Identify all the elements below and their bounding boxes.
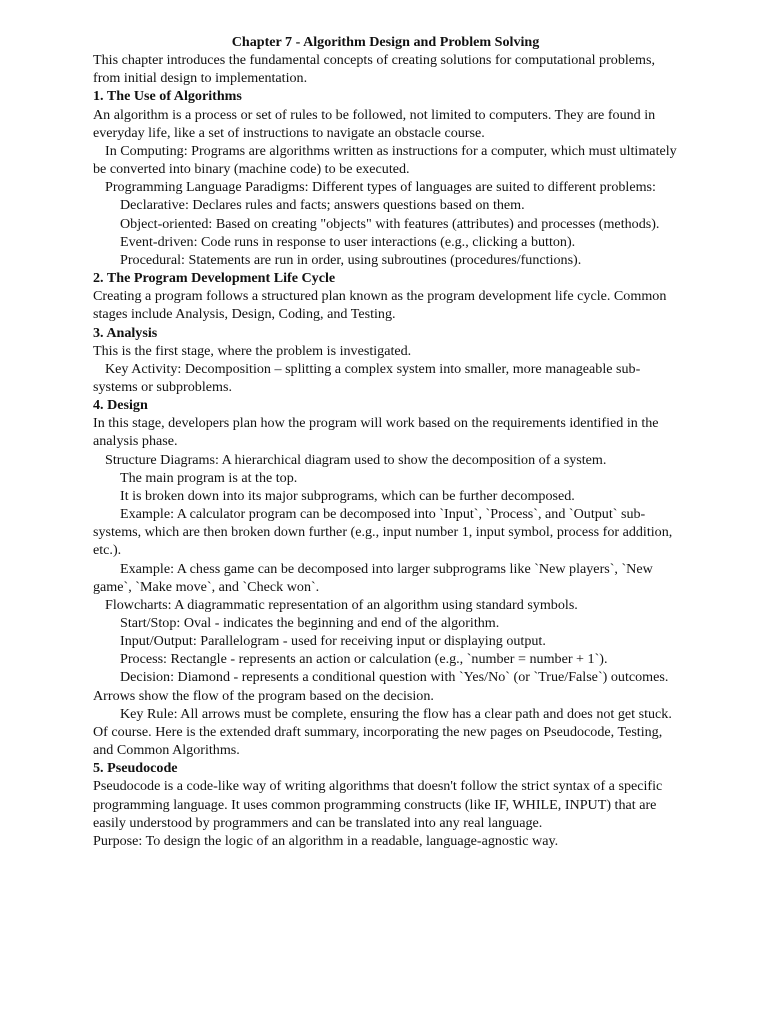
paragraph: This chapter introduces the fundamental concepts of creating solutions for computational problems, from initial design to implementation. xyxy=(93,52,656,87)
list-item: Input/Output: Parallelogram - used for receiving input or displaying output. xyxy=(120,633,546,650)
paragraph: Of course. Here is the extended draft summary, incorporating the new pages on Pseudocode, Testing, and Common Algorithms. xyxy=(93,723,663,759)
indented-paragraph: Structure Diagrams: A hierarchical diagram used to show the decomposition of a system. xyxy=(105,451,607,468)
page-title: Chapter 7 - Algorithm Design and Problem Solving xyxy=(231,34,540,50)
list-item: Process: Rectangle - represents an action or calculation (e.g., `number = number + 1`). xyxy=(120,651,608,668)
section-heading: 4. Design xyxy=(93,397,148,414)
list-item: Key Rule: All arrows must be complete, ensuring the flow has a clear path and does not get stuck. xyxy=(120,705,672,722)
list-item: Event-driven: Code runs in response to user interactions (e.g., clicking a button). xyxy=(120,233,576,250)
indented-paragraph: Key Activity: Decomposition – splitting a complex system into smaller, more manageable sub-systems or subproblems. xyxy=(93,360,641,395)
paragraph: Pseudocode is a code-like way of writing algorithms that doesn't follow the strict syntax of a specific programming language. It uses common programming constructs (like IF, WHILE, INPUT) that are easily understood by programmers and can be translated into any real language. xyxy=(93,778,663,831)
section-heading: 2. The Program Development Life Cycle xyxy=(93,270,336,287)
list-item: Start/Stop: Oval - indicates the beginning and end of the algorithm. xyxy=(120,615,500,631)
section-heading: 3. Analysis xyxy=(93,324,158,341)
indented-paragraph: In Computing: Programs are algorithms written as instructions for a computer, which must ultimately be converted into binary (machine code) to be executed. xyxy=(93,142,677,178)
paragraph: In this stage, developers plan how the program will work based on the requirements identified in the analysis phase. xyxy=(93,415,659,450)
list-item: Procedural: Statements are run in order, using subroutines (procedures/functions). xyxy=(120,251,582,268)
paragraph: An algorithm is a process or set of rules to be followed, not limited to computers. They are found in everyday life, like a set of instructions to navigate an obstacle course. xyxy=(93,106,656,141)
list-item: Object-oriented: Based on creating "objects" with features (attributes) and processes (methods). xyxy=(120,215,660,232)
paragraph: This is the first stage, where the problem is investigated. xyxy=(93,342,412,359)
list-item: Example: A chess game can be decomposed into larger subprograms like `New players`, `New game`, `Make move`, and `Check won`. xyxy=(93,560,653,595)
indented-paragraph: Flowcharts: A diagrammatic representation of an algorithm using standard symbols. xyxy=(105,596,578,613)
document-body xyxy=(93,51,678,850)
paragraph: Creating a program follows a structured plan known as the program development life cycle. Common stages include Analysis, Design, Coding, and Testing. xyxy=(93,288,667,323)
list-item: Decision: Diamond - represents a conditional question with `Yes/No` (or `True/False`) outcomes. Arrows show the flow of the program based on the decision. xyxy=(93,669,669,704)
section-heading: 5. Pseudocode xyxy=(93,760,178,777)
list-item: The main program is at the top. xyxy=(120,469,298,486)
list-item: Declarative: Declares rules and facts; answers questions based on them. xyxy=(120,197,525,214)
paragraph: Purpose: To design the logic of an algorithm in a readable, language-agnostic way. xyxy=(93,832,559,849)
list-item: It is broken down into its major subprograms, which can be further decomposed. xyxy=(120,487,575,504)
list-item: Example: A calculator program can be decomposed into `Input`, `Process`, and `Output` sub-systems, which are then broken down further (e.g., input number 1, input symbol, process for addition, etc.). xyxy=(93,506,673,559)
indented-paragraph: Programming Language Paradigms: Different types of languages are suited to different problems: xyxy=(105,179,656,196)
section-heading: 1. The Use of Algorithms xyxy=(93,88,242,105)
